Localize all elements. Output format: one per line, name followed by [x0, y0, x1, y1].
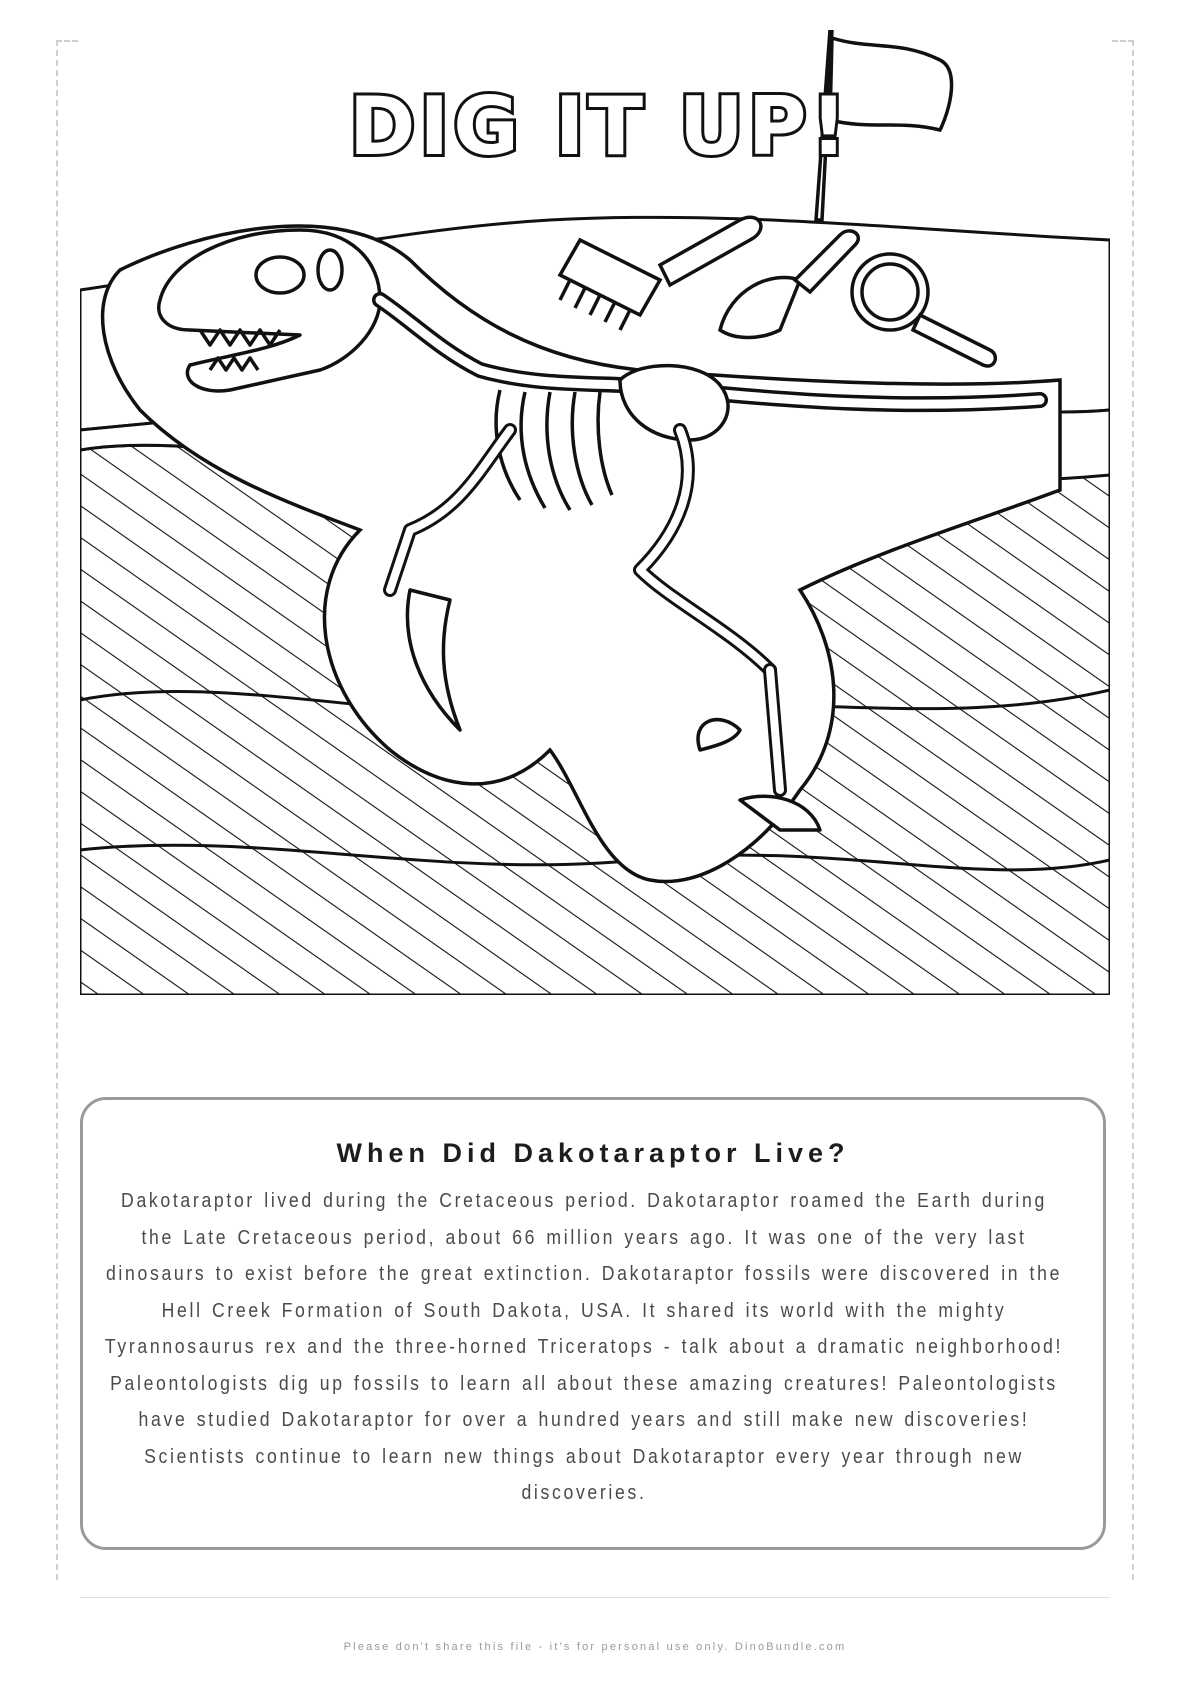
page-frame-top-right	[1112, 40, 1134, 42]
page-frame-top-left	[56, 40, 78, 42]
page-frame-left	[56, 40, 58, 1580]
illustration-title: DIG IT UP!	[349, 80, 851, 173]
footer-note: Please don't share this file - it's for personal use only. DinoBundle.com	[343, 1641, 847, 1653]
info-title: When Did Dakotaraptor Live?	[336, 1138, 850, 1168]
footer-divider	[80, 1597, 1110, 1598]
coloring-illustration	[80, 30, 1110, 1000]
page-frame-right	[1132, 40, 1134, 1580]
info-body: Dakotaraptor lived during the Cretaceous period. Dakotaraptor roamed the Earth during the Late Cretaceous period, about 66 million years ago. It was one of the very last dinosaurs to exist before the great extinction. Dakotaraptor fossils were discovered in the Hell Creek Formation of South Dakota, USA. It shared its world with the mighty Tyrannosaurus rex and the three-horned Triceratops - talk about a dramatic neighborhood! Paleontologists dig up fossils to learn all about these amazing creatures! Paleontologists have studied Dakotaraptor for over a hundred years and still make new discoveries! Scientists continue to learn new things about Dakotaraptor every year through new discoveries.	[104, 1189, 1064, 1504]
info-box	[80, 1097, 1106, 1550]
